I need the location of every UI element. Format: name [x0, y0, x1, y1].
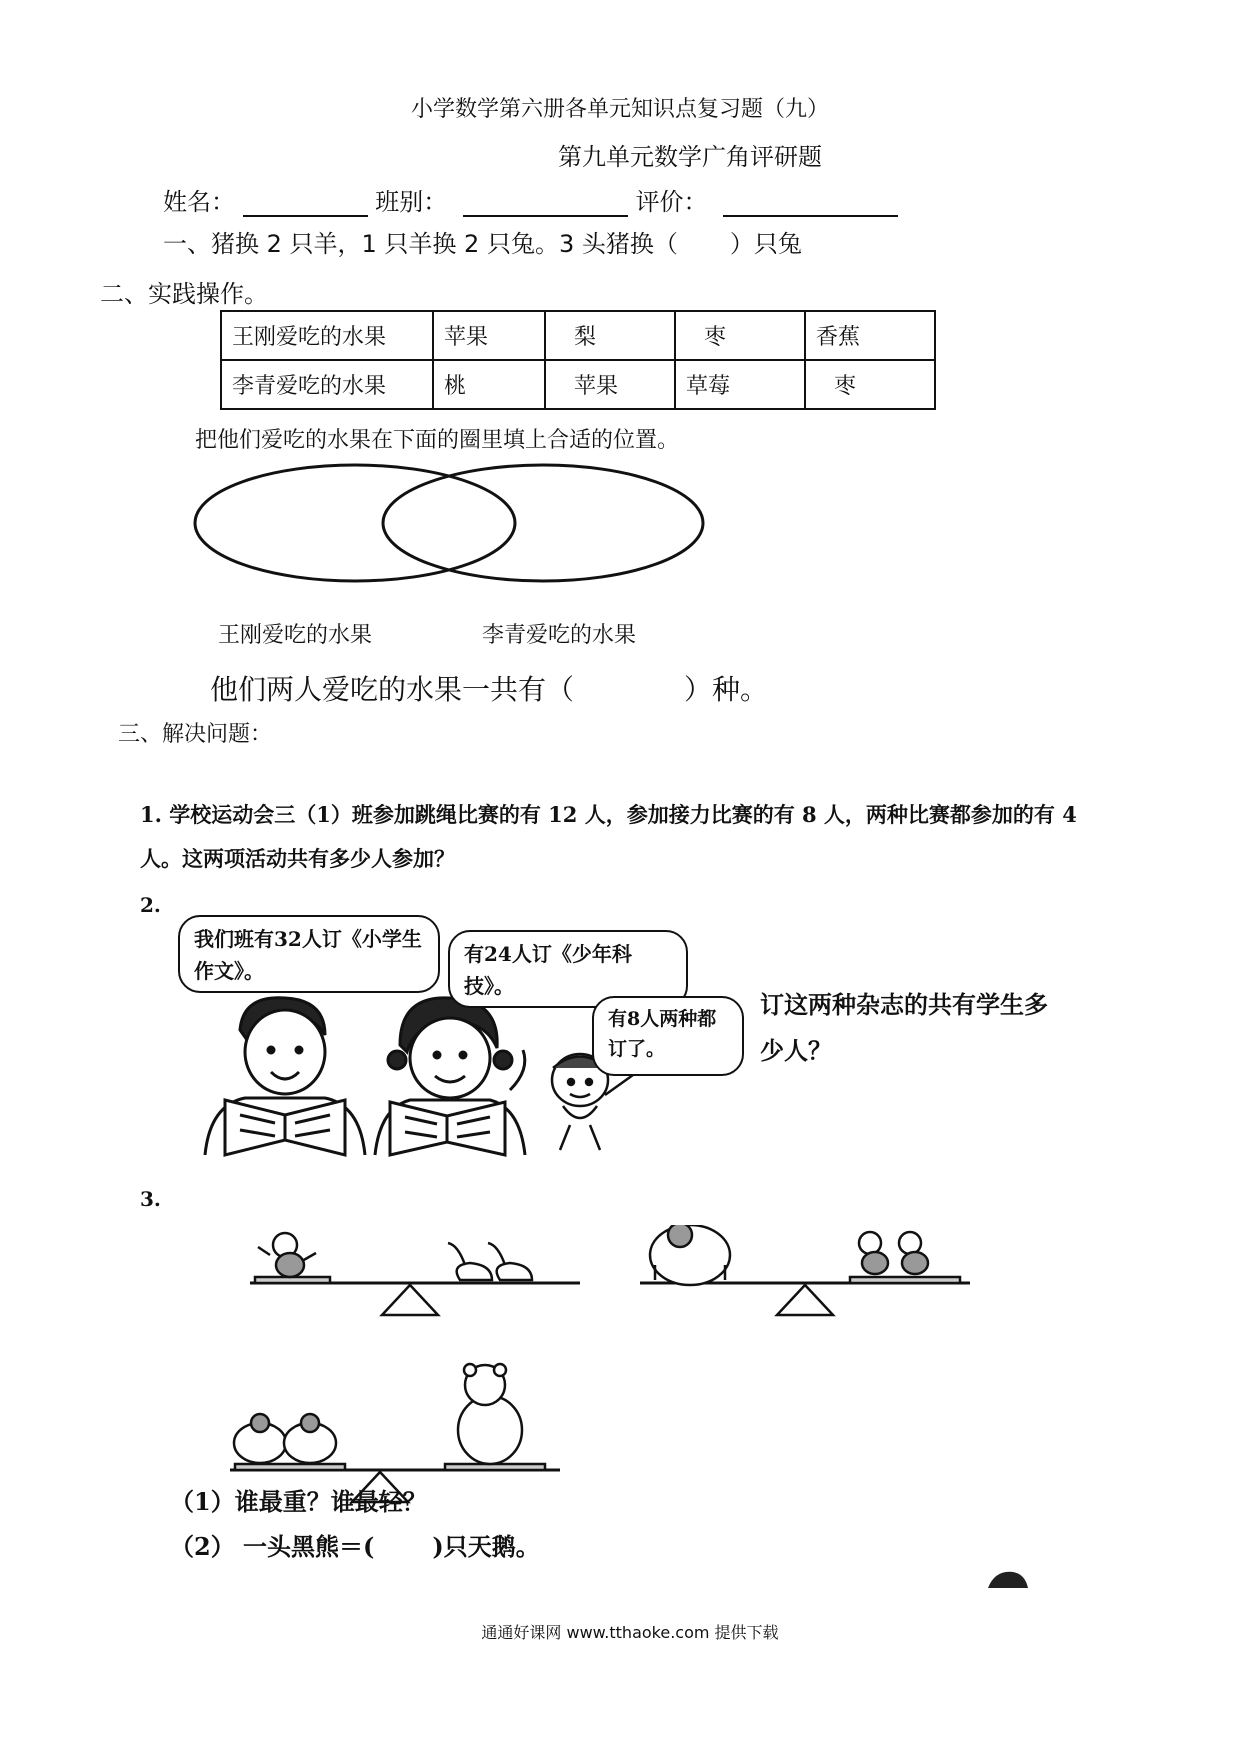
name-field[interactable] — [243, 189, 368, 217]
footer-credit: 通通好课网 www.tthaoke.com 提供下载 — [481, 1623, 779, 1642]
total-text-a: 他们两人爱吃的水果一共有（ — [210, 673, 575, 706]
class-field[interactable] — [463, 189, 628, 217]
worksheet-title: 小学数学第六册各单元知识点复习题（九） — [410, 97, 829, 122]
venn-label-right: 李青爱吃的水果 — [482, 623, 637, 648]
student-info-row — [163, 182, 898, 217]
grade-label: 评价： — [635, 188, 708, 216]
table-cell: 香蕉 — [805, 311, 935, 360]
monkey-icon — [258, 1233, 316, 1277]
section-3-heading: 三、解决问题： — [118, 722, 273, 747]
table-cell: 草莓 — [675, 360, 805, 409]
swan-icon — [448, 1243, 532, 1280]
problem-2-number: 2. — [140, 893, 161, 917]
venn-circle-left[interactable] — [195, 465, 515, 581]
reading-children-illustration — [185, 990, 645, 1160]
speech-bubble-mascot-text: 有8人两种都订了。 — [608, 1008, 717, 1060]
fruit-table — [220, 310, 936, 410]
question-1-text-a: 一、猪换 2 只羊，1 只羊换 2 只兔。3 头猪换（ — [163, 230, 678, 258]
worksheet-subtitle: 第九单元数学广角评研题 — [558, 143, 822, 171]
balance-scales-illustration — [230, 1225, 990, 1515]
problem-3-number: 3. — [140, 1187, 161, 1211]
table-cell: 苹果 — [433, 311, 545, 360]
gorilla-pair-icon — [234, 1414, 336, 1463]
grade-field[interactable] — [723, 189, 898, 217]
boy-figure — [205, 998, 365, 1155]
speech-bubble-boy-text: 我们班有32人订《小学生作文》。 — [194, 927, 422, 983]
problem-3-sub-2-text-a: （2） 一头黑熊＝( — [170, 1532, 375, 1561]
decorative-mark-icon — [985, 1568, 1031, 1592]
girl-figure — [375, 998, 525, 1155]
problem-3-sub-2-text-b: )只天鹅。 — [432, 1532, 540, 1561]
table-cell: 枣 — [805, 360, 935, 409]
table-row — [221, 311, 935, 360]
question-1-text-b: ）只兔 — [729, 230, 802, 258]
section-2-heading: 二、实践操作。 — [100, 280, 268, 308]
venn-circle-right[interactable] — [383, 465, 703, 581]
venn-label-left: 王刚爱吃的水果 — [218, 623, 373, 648]
table-row-label: 王刚爱吃的水果 — [221, 311, 433, 360]
problem-3-sub-2 — [170, 1527, 540, 1562]
table-cell: 梨 — [545, 311, 675, 360]
scale-gorilla-monkeys — [640, 1225, 970, 1315]
total-text-b: ）种。 — [684, 673, 769, 706]
table-cell: 枣 — [675, 311, 805, 360]
speech-bubble-mascot — [592, 996, 744, 1076]
table-cell: 桃 — [433, 360, 545, 409]
class-label: 班别： — [375, 188, 448, 216]
problem-2-question: 订这两种杂志的共有学生多少人？ — [760, 990, 1048, 1065]
gorilla-icon — [650, 1225, 730, 1285]
question-1 — [163, 224, 802, 259]
monkey-pair-icon — [859, 1232, 928, 1274]
name-label: 姓名： — [163, 188, 235, 216]
table-cell: 苹果 — [545, 360, 675, 409]
problem-1-text: 1. 学校运动会三（1）班参加跳绳比赛的有 12 人，参加接力比赛的有 8 人，两种比赛都参加的有 4 人。这两项活动共有多少人参加？ — [140, 802, 1077, 871]
venn-diagram[interactable] — [190, 460, 720, 590]
total-fruit-question — [210, 668, 768, 708]
bear-icon — [458, 1364, 522, 1464]
table-row-label: 李青爱吃的水果 — [221, 360, 433, 409]
table-row — [221, 360, 935, 409]
scale-monkey-swans — [250, 1233, 580, 1315]
venn-instruction: 把他们爱吃的水果在下面的圈里填上合适的位置。 — [195, 428, 680, 453]
speech-bubble-girl-text: 有24人订《少年科技》。 — [464, 942, 632, 998]
speech-bubble-boy — [178, 915, 440, 993]
problem-3-sub-1: （1）谁最重？谁最轻？ — [170, 1487, 427, 1516]
